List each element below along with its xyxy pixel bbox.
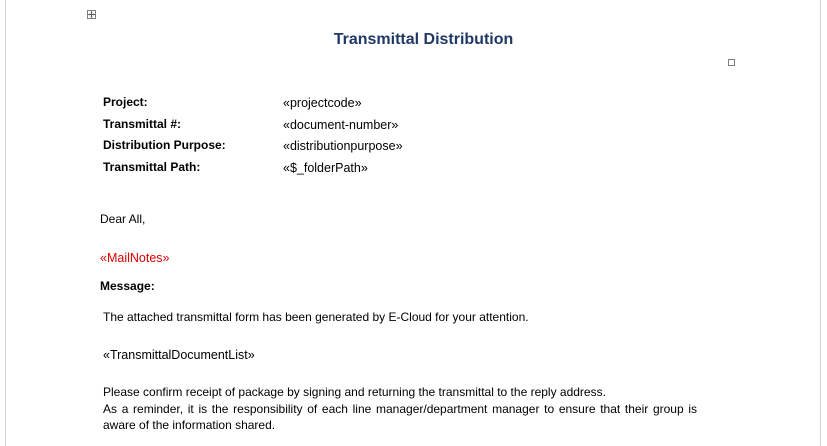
reminder-text: As a reminder, it is the responsibility of each line manager/department manager to ensure that their group is aware of the information shared. — [103, 402, 697, 432]
transmittal-document-list-field: «TransmittalDocumentList» — [103, 348, 255, 362]
distribution-purpose-label: Distribution Purpose: — [103, 138, 226, 152]
transmittal-number-value: «document-number» — [283, 118, 399, 132]
transmittal-number-label: Transmittal #: — [103, 117, 182, 131]
project-label: Project: — [103, 95, 148, 109]
message-label: Message: — [100, 279, 155, 293]
distribution-purpose-value: «distributionpurpose» — [283, 139, 403, 153]
page-edge-right — [820, 0, 821, 446]
transmittal-path-label: Transmittal Path: — [103, 160, 201, 174]
document-title: Transmittal Distribution — [333, 31, 514, 48]
greeting-text: Dear All, — [100, 212, 146, 226]
table-move-handle-icon[interactable] — [87, 10, 96, 19]
confirm-receipt-text: Please confirm receipt of package by signing and returning the transmittal to the reply address. — [103, 385, 606, 399]
page-edge-left — [5, 0, 6, 446]
message-text: The attached transmittal form has been generated by E-Cloud for your attention. — [103, 310, 529, 324]
mail-notes-field: «MailNotes» — [100, 251, 170, 265]
table-resize-handle-icon[interactable] — [728, 59, 735, 66]
project-value: «projectcode» — [283, 96, 362, 110]
transmittal-path-value: «$_folderPath» — [283, 161, 368, 175]
